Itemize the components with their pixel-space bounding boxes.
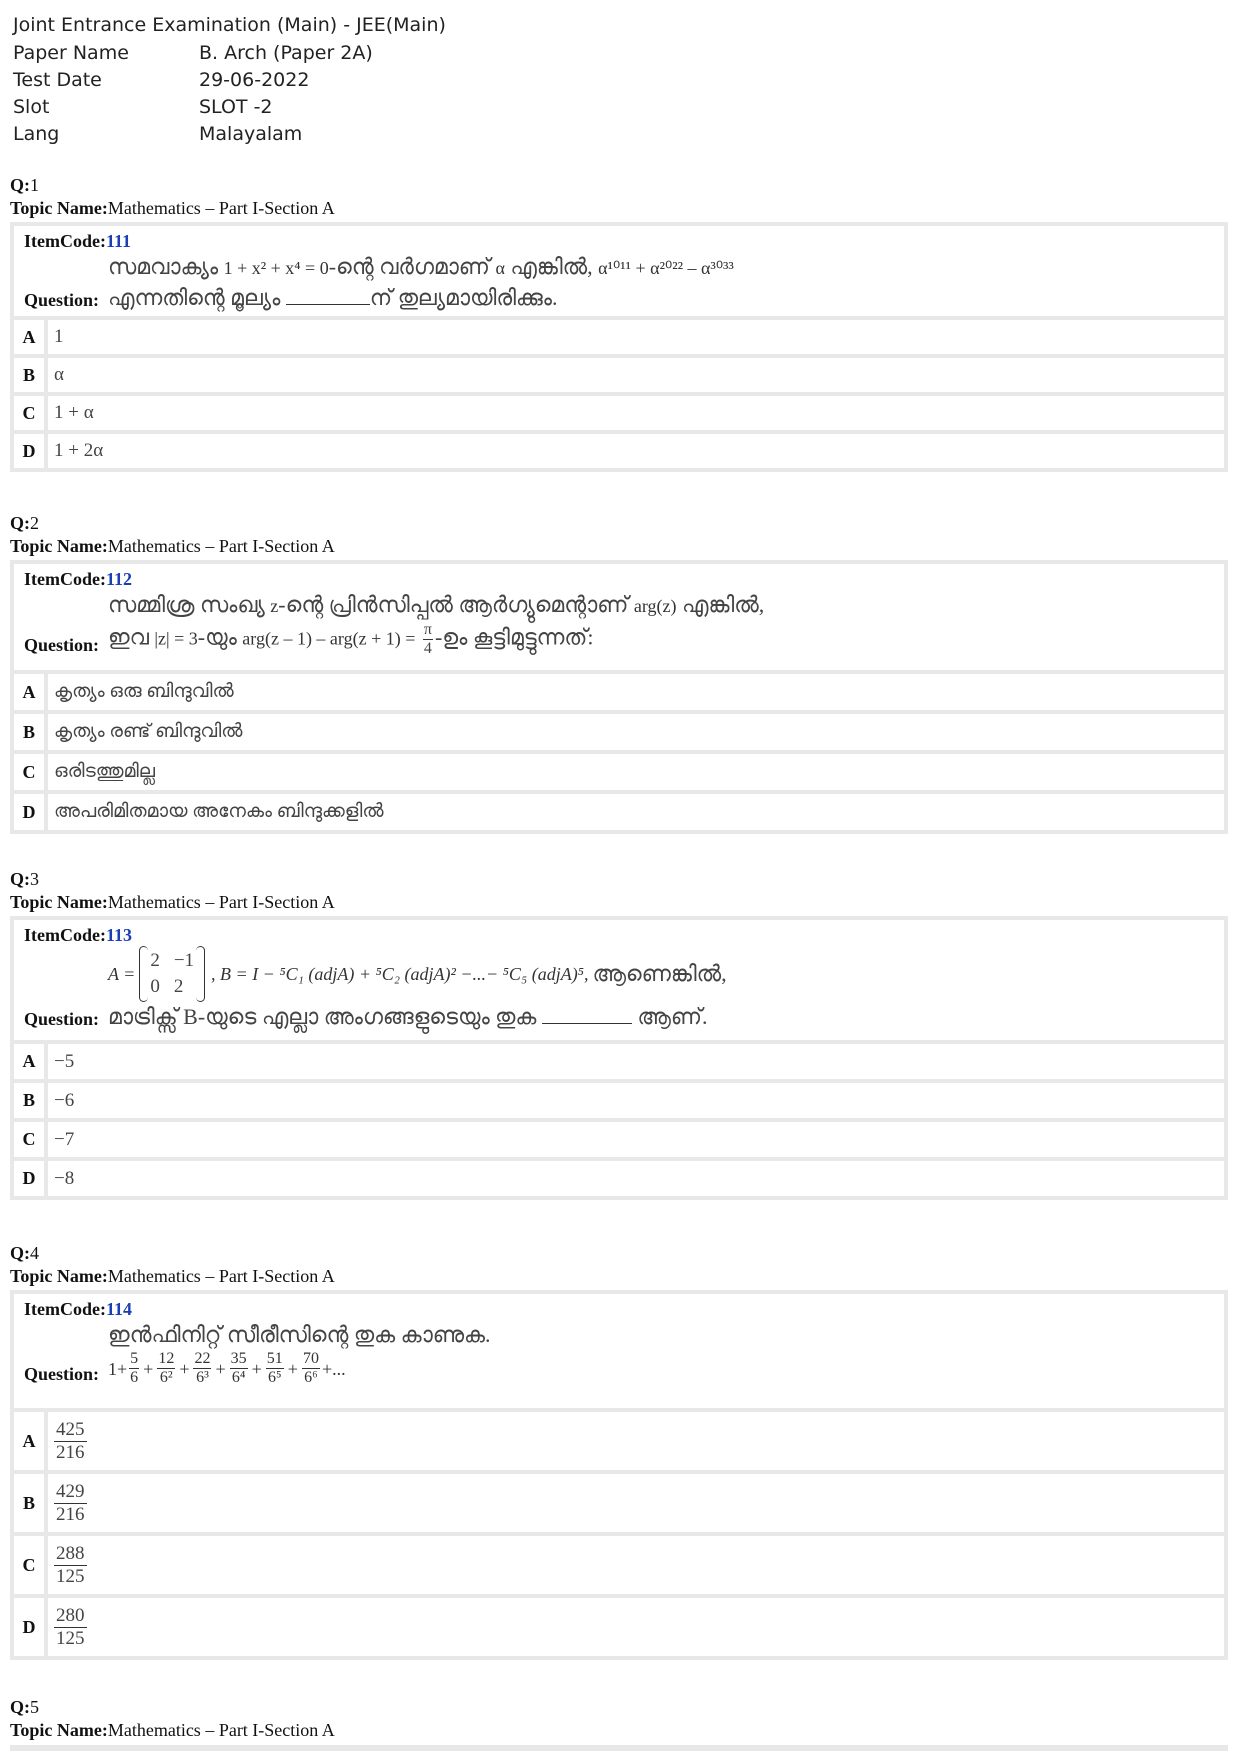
matrix-cells — [148, 946, 196, 1002]
itemcode — [24, 230, 1216, 252]
option-value — [48, 1474, 1224, 1532]
question-number — [10, 512, 1228, 534]
question-number — [10, 1696, 1228, 1718]
option-label: B — [14, 1474, 44, 1532]
question-number — [10, 868, 1228, 890]
ml-text: -യും — [197, 624, 237, 650]
option-b[interactable] — [14, 358, 1224, 392]
q-num-value: 4 — [30, 1243, 39, 1263]
topic-value: Mathematics – Part I-Section A — [107, 892, 335, 912]
fraction-numerator: 22 — [194, 1350, 211, 1367]
option-fraction — [54, 1419, 87, 1464]
q-prefix: Q: — [10, 869, 30, 889]
math-expr: α¹⁰¹¹ + α²⁰²² – α³⁰³³ — [598, 258, 734, 278]
math-expr: α — [495, 258, 505, 278]
answer-blank — [542, 1009, 632, 1024]
ml-text: ആണ്. — [637, 1004, 708, 1029]
option-label: C — [14, 754, 44, 790]
question-body — [104, 590, 764, 658]
header-value: B. Arch (Paper 2A) — [199, 42, 373, 64]
plus-sign: + — [287, 1358, 298, 1379]
option-c[interactable] — [14, 1122, 1224, 1157]
ml-text: എങ്കിൽ, — [510, 254, 593, 279]
question-block-2 — [10, 512, 1228, 834]
fraction-denominator: 6⁶ — [304, 1369, 318, 1386]
question-body — [104, 946, 727, 1032]
ml-text: എന്നതിന്റെ മൂല്യം — [108, 285, 281, 310]
option-value: α — [48, 358, 1224, 392]
left-bracket — [139, 946, 148, 1002]
topic-value: Mathematics – Part I-Section A — [107, 1720, 335, 1740]
question-label: Question: — [24, 290, 100, 310]
option-a[interactable] — [14, 320, 1224, 354]
topic-prefix: Topic Name: — [10, 1266, 108, 1286]
question-block-3 — [10, 868, 1228, 1200]
question-text — [24, 946, 1216, 1032]
q-prefix: Q: — [10, 175, 30, 195]
series-expression — [108, 1350, 491, 1387]
question-stem — [14, 1294, 1224, 1408]
option-d[interactable] — [14, 1598, 1224, 1656]
question-stem — [14, 564, 1224, 670]
plus-sign: + — [143, 1358, 154, 1379]
math-expr: arg(z – 1) – arg(z + 1) = — [242, 628, 416, 649]
option-b[interactable] — [14, 1083, 1224, 1118]
fraction-denominator: 4 — [423, 640, 432, 657]
option-d[interactable] — [14, 794, 1224, 830]
fraction-denominator: 216 — [56, 1441, 85, 1463]
question-card-top — [10, 1745, 1228, 1751]
math-expr: 1 + x² + x⁴ = 0 — [223, 258, 329, 278]
header-key: Lang — [13, 123, 60, 145]
q-num-value: 1 — [30, 175, 39, 195]
series-fraction — [266, 1350, 284, 1387]
ml-text: സമവാക്യം — [108, 254, 219, 279]
q-prefix: Q: — [10, 513, 30, 533]
option-value: ഒരിടത്തുമില്ല — [48, 754, 1224, 790]
question-body — [104, 252, 734, 313]
itemcode-prefix: ItemCode: — [24, 925, 106, 945]
option-label: A — [14, 1044, 44, 1079]
header-value: 29-06-2022 — [199, 69, 310, 91]
topic-line — [10, 1264, 1228, 1288]
topic-line — [10, 890, 1228, 914]
option-a[interactable] — [14, 674, 1224, 710]
option-label: A — [14, 1412, 44, 1470]
option-value: കൃത്യം ഒരു ബിന്ദുവിൽ — [48, 674, 1224, 710]
math-expr: z — [270, 596, 279, 616]
topic-value: Mathematics – Part I-Section A — [107, 536, 335, 556]
option-label: B — [14, 358, 44, 392]
question-card — [10, 222, 1228, 472]
header-key: Paper Name — [13, 42, 129, 64]
option-c[interactable] — [14, 754, 1224, 790]
fraction-numerator: 51 — [266, 1350, 283, 1367]
fraction-denominator: 6 — [130, 1369, 139, 1386]
fraction-numerator: 70 — [302, 1350, 319, 1367]
itemcode-prefix: ItemCode: — [24, 1299, 106, 1319]
option-c[interactable] — [14, 1536, 1224, 1594]
itemcode — [24, 1298, 1216, 1320]
exam-header — [13, 10, 446, 148]
q-prefix: Q: — [10, 1697, 30, 1717]
question-label: Question: — [24, 1364, 100, 1384]
question-number — [10, 1242, 1228, 1264]
option-label: A — [14, 674, 44, 710]
option-label: B — [14, 714, 44, 750]
question-card — [10, 916, 1228, 1200]
option-c[interactable] — [14, 396, 1224, 430]
plus-sign: + — [179, 1358, 190, 1379]
question-block-4 — [10, 1242, 1228, 1660]
ml-text: സമ്മിശ്ര സംഖ്യ — [108, 592, 265, 617]
plus-sign: + — [251, 1358, 262, 1379]
series-fraction — [193, 1350, 211, 1387]
itemcode-prefix: ItemCode: — [24, 569, 106, 589]
question-text — [24, 590, 1216, 658]
header-row-lang — [13, 121, 446, 148]
option-b[interactable] — [14, 1474, 1224, 1532]
question-text — [24, 1320, 1216, 1387]
option-label: B — [14, 1083, 44, 1118]
option-value: −5 — [48, 1044, 1224, 1079]
question-body — [104, 1320, 491, 1387]
option-value — [48, 1536, 1224, 1594]
itemcode — [24, 924, 1216, 946]
option-a[interactable] — [14, 1044, 1224, 1079]
option-label: D — [14, 794, 44, 830]
ml-text: -ഉം കൂട്ടിമുട്ടുന്നത്: — [434, 624, 594, 650]
itemcode — [24, 568, 1216, 590]
ml-text: ആണെങ്കിൽ, — [592, 961, 727, 986]
fraction-denominator: 6³ — [196, 1369, 209, 1386]
ml-text: മാട്രിക്സ് B-യുടെ എല്ലാ അംഗങ്ങളുടെയും തുക — [108, 1004, 537, 1029]
matrix-name: A = — [108, 964, 136, 984]
matrix-a — [139, 946, 205, 1002]
option-value — [48, 1598, 1224, 1656]
header-row-slot — [13, 94, 446, 121]
fraction-denominator: 125 — [56, 1627, 85, 1649]
option-d[interactable] — [14, 1161, 1224, 1196]
header-value: SLOT -2 — [199, 96, 273, 118]
topic-prefix: Topic Name: — [10, 536, 108, 556]
itemcode-prefix: ItemCode: — [24, 231, 106, 251]
topic-line — [10, 1718, 1228, 1742]
option-label: D — [14, 1161, 44, 1196]
topic-line — [10, 534, 1228, 558]
matrix-cell: 2 — [150, 950, 160, 971]
option-value: 1 + 2α — [48, 434, 1224, 468]
fraction-numerator: 35 — [230, 1350, 247, 1367]
option-value: 1 — [48, 320, 1224, 354]
math-expr: arg(z) — [633, 596, 677, 616]
question-text — [24, 252, 1216, 313]
series-start: 1+ — [108, 1358, 128, 1379]
question-block-5 — [10, 1696, 1228, 1751]
header-row-test-date — [13, 67, 446, 94]
option-label: C — [14, 396, 44, 430]
question-number — [10, 174, 1228, 196]
option-fraction — [54, 1543, 87, 1588]
topic-prefix: Topic Name: — [10, 198, 108, 218]
matrix-cell: 2 — [173, 976, 184, 997]
question-stem — [14, 226, 1224, 316]
exam-title: Joint Entrance Examination (Main) - JEE(Main) — [13, 14, 446, 36]
ml-text: ഇൻഫിനിറ്റ് സീരീസിന്റെ തുക കാണുക. — [108, 1322, 491, 1347]
plus-sign: + — [215, 1358, 226, 1379]
series-end: +... — [321, 1358, 346, 1379]
option-value: കൃത്യം രണ്ട് ബിന്ദുവിൽ — [48, 714, 1224, 750]
option-fraction — [54, 1481, 87, 1526]
question-card — [10, 560, 1228, 834]
header-row-paper-name — [13, 40, 446, 67]
itemcode-value: 112 — [105, 569, 132, 589]
topic-value: Mathematics – Part I-Section A — [107, 198, 335, 218]
matrix-cell: 0 — [150, 976, 160, 997]
option-label: A — [14, 320, 44, 354]
option-value: −6 — [48, 1083, 1224, 1118]
fraction-denominator: 6² — [159, 1369, 173, 1386]
ml-text: എങ്കിൽ, — [682, 592, 765, 617]
fraction-numerator: 12 — [158, 1350, 175, 1367]
itemcode-value: 114 — [105, 1299, 132, 1319]
itemcode-value: 111 — [105, 231, 131, 251]
topic-line — [10, 196, 1228, 220]
option-value: −7 — [48, 1122, 1224, 1157]
series-fraction — [129, 1350, 139, 1387]
matrix-cell: −1 — [173, 950, 195, 971]
math-expr: , B = I − ⁵C₁ (adjA) + ⁵C₂ (adjA)² −...− ⁵C₅ (adjA)⁵, — [211, 964, 589, 984]
fraction-denominator: 125 — [56, 1565, 85, 1587]
q-num-value: 5 — [30, 1697, 39, 1717]
option-value: 1 + α — [48, 396, 1224, 430]
ml-text: ന് തുല്യമായിരിക്കും. — [369, 285, 558, 310]
topic-prefix: Topic Name: — [10, 1720, 108, 1740]
right-bracket — [196, 946, 205, 1002]
topic-value: Mathematics – Part I-Section A — [107, 1266, 335, 1286]
option-label: C — [14, 1122, 44, 1157]
series-fraction — [230, 1350, 248, 1387]
fraction-denominator: 6⁴ — [231, 1369, 246, 1386]
question-stem — [14, 920, 1224, 1040]
option-label: D — [14, 1598, 44, 1656]
pi-over-4-fraction — [423, 621, 433, 658]
option-label: D — [14, 434, 44, 468]
option-label: C — [14, 1536, 44, 1594]
series-terms — [127, 1350, 322, 1387]
question-block-1 — [10, 174, 1228, 472]
option-b[interactable] — [14, 714, 1224, 750]
question-card — [10, 1290, 1228, 1660]
ml-text: -ന്റെ പ്രിൻസിപ്പൽ ആർഗ്യുമെന്റാണ് — [278, 592, 629, 617]
option-d[interactable] — [14, 434, 1224, 468]
option-value: അപരിമിതമായ അനേകം ബിന്ദുക്കളിൽ — [48, 794, 1224, 830]
fraction-denominator: 6⁵ — [267, 1369, 282, 1386]
fraction-numerator: 5 — [130, 1350, 139, 1367]
header-key: Test Date — [13, 69, 102, 91]
series-fraction — [302, 1350, 320, 1387]
answer-blank — [286, 290, 370, 305]
option-fraction — [54, 1605, 87, 1650]
option-value: −8 — [48, 1161, 1224, 1196]
option-value — [48, 1412, 1224, 1470]
fraction-numerator: 280 — [56, 1604, 85, 1626]
itemcode-value: 113 — [105, 925, 132, 945]
math-expr: |z| = 3 — [154, 628, 198, 649]
topic-prefix: Topic Name: — [10, 892, 108, 912]
question-label: Question: — [24, 635, 100, 655]
fraction-numerator: 288 — [56, 1542, 85, 1564]
q-num-value: 2 — [30, 513, 39, 533]
series-fraction — [157, 1350, 175, 1387]
q-num-value: 3 — [30, 869, 39, 889]
header-key: Slot — [13, 96, 50, 118]
ml-text: -ന്റെ വർഗമാണ് — [328, 254, 490, 279]
question-label: Question: — [24, 1009, 100, 1029]
fraction-numerator: 429 — [56, 1480, 85, 1502]
header-value: Malayalam — [199, 123, 303, 145]
option-a[interactable] — [14, 1412, 1224, 1470]
fraction-numerator: π — [423, 621, 432, 638]
ml-text: ഇവ — [108, 624, 149, 650]
fraction-denominator: 216 — [56, 1503, 85, 1525]
q-prefix: Q: — [10, 1243, 30, 1263]
fraction-numerator: 425 — [56, 1418, 85, 1440]
